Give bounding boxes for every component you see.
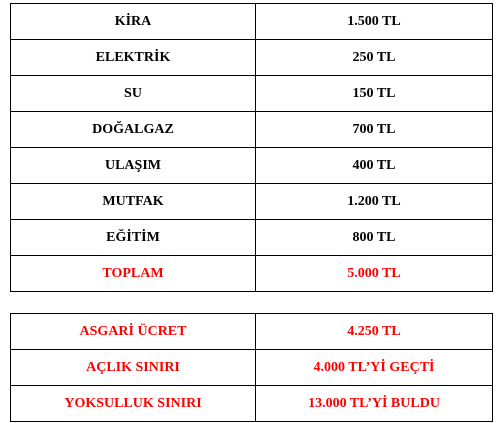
expense-item: DOĞALGAZ xyxy=(11,112,256,148)
summary-item: YOKSULLUK SINIRI xyxy=(11,386,256,422)
expense-amount: 400 TL xyxy=(256,148,493,184)
expense-amount: 150 TL xyxy=(256,76,493,112)
summary-item: ASGARİ ÜCRET xyxy=(11,314,256,350)
summary-table xyxy=(10,313,493,422)
expense-amount: 700 TL xyxy=(256,112,493,148)
expense-item: MUTFAK xyxy=(11,184,256,220)
table-row xyxy=(11,350,493,386)
summary-value: 4.000 TL’Yİ GEÇTİ xyxy=(256,350,493,386)
table-row xyxy=(11,76,493,112)
expense-item: SU xyxy=(11,76,256,112)
table-row xyxy=(11,148,493,184)
table-row xyxy=(11,40,493,76)
table-row xyxy=(11,112,493,148)
total-amount: 5.000 TL xyxy=(256,256,493,292)
table-row xyxy=(11,220,493,256)
table-row xyxy=(11,386,493,422)
expenses-table xyxy=(10,3,493,292)
expense-item: EĞİTİM xyxy=(11,220,256,256)
summary-value: 4.250 TL xyxy=(256,314,493,350)
expense-amount: 1.500 TL xyxy=(256,4,493,40)
total-label: TOPLAM xyxy=(11,256,256,292)
table-row xyxy=(11,184,493,220)
table-row xyxy=(11,314,493,350)
summary-value: 13.000 TL’Yİ BULDU xyxy=(256,386,493,422)
expense-amount: 800 TL xyxy=(256,220,493,256)
expense-amount: 1.200 TL xyxy=(256,184,493,220)
total-row xyxy=(11,256,493,292)
expense-item: ELEKTRİK xyxy=(11,40,256,76)
expense-item: KİRA xyxy=(11,4,256,40)
summary-item: AÇLIK SINIRI xyxy=(11,350,256,386)
table-row xyxy=(11,4,493,40)
expense-amount: 250 TL xyxy=(256,40,493,76)
expense-item: ULAŞIM xyxy=(11,148,256,184)
